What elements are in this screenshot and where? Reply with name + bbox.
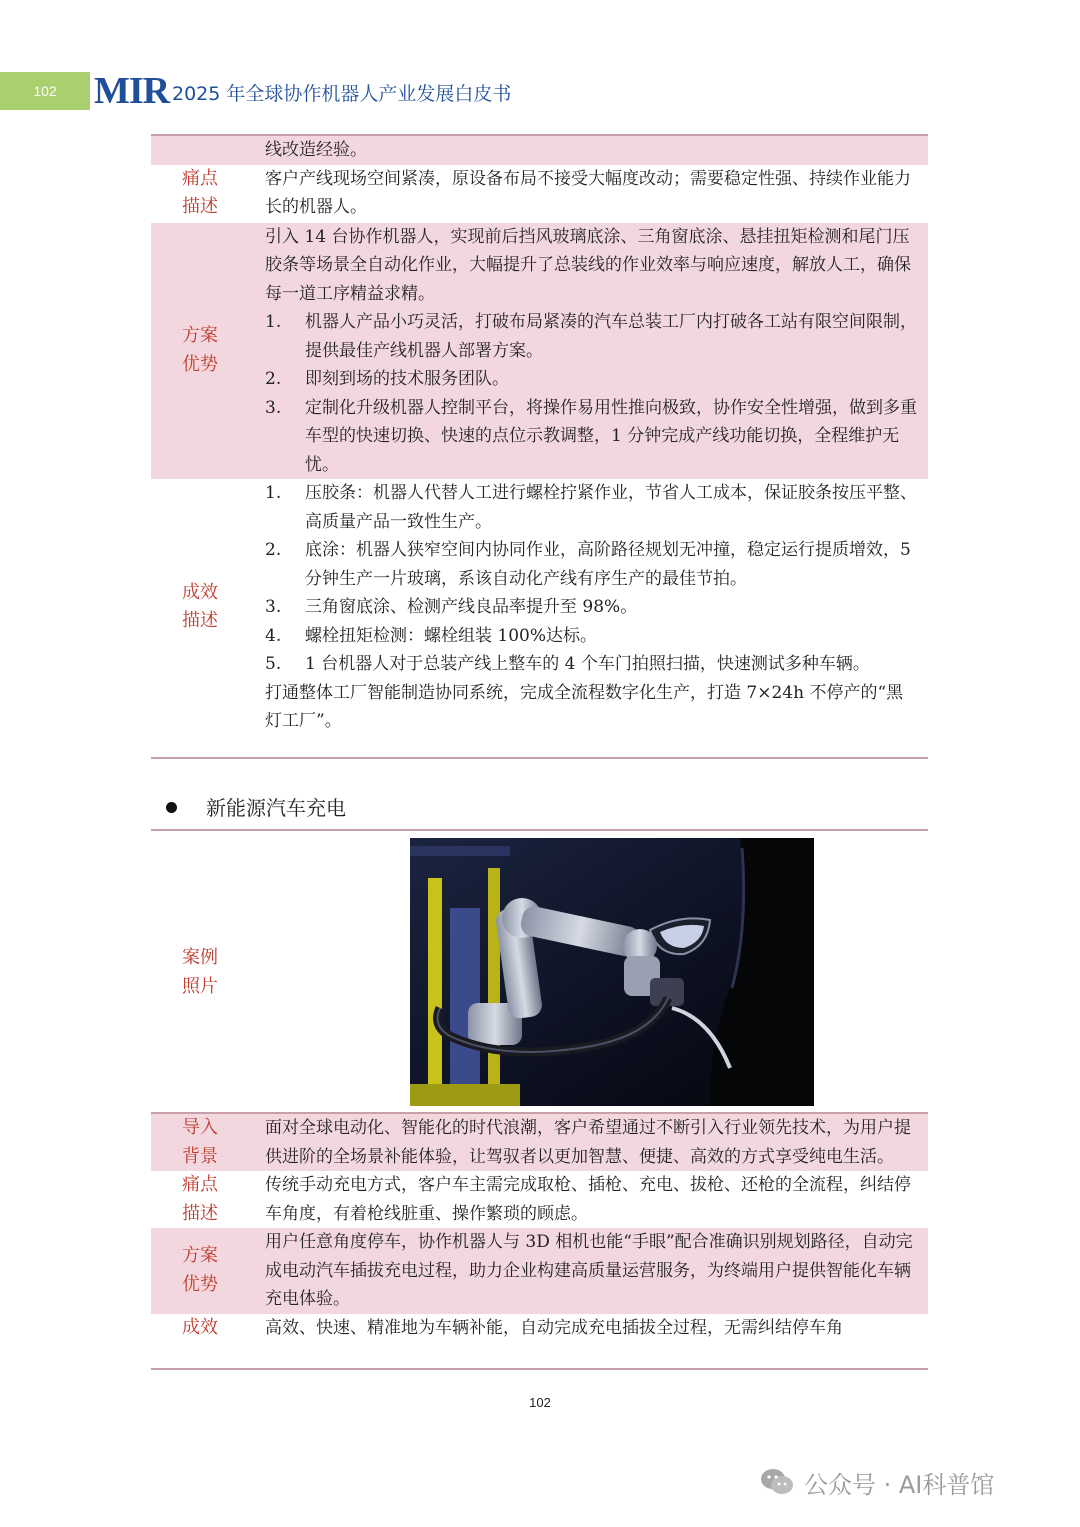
footer-page-number: 102 [529,1395,551,1410]
case2-table [151,1114,928,1342]
photo-label: 案例 照片 [182,947,218,997]
pain-text: 传统手动充电方式，客户车主需完成取枪、插枪、充电、拔枪、还枪的全流程，纠结停车角度，有着枪线脏重、操作繁琐的顾虑。 [249,1171,928,1228]
list-item: 2. 即刻到场的技术服务团队。 [265,369,509,389]
section-title: 新能源汽车充电 [206,796,346,820]
table-row [151,1314,928,1343]
solution-label: 方案 优势 [151,1228,249,1314]
table-bottom-rule [151,757,928,759]
case1-table [151,136,928,736]
results-content [249,479,928,736]
header-page-number: 102 [33,83,57,99]
solution-intro: 引入 14 台协作机器人，实现前后挡风玻璃底涂、三角窗底涂、悬挂扭矩检测和尾门压胶条等场景全自动化作业，大幅提升了总装线的作业效率与响应速度，解放人工，确保每一道工序精益求精。 [265,226,911,304]
table-row [151,479,928,736]
charging-robot-photo [410,838,814,1106]
table-row [151,1228,928,1314]
results-summary: 打通整体工厂智能制造协同系统，完成全流程数字化生产，打造 7×24h 不停产的“黑灯工厂”。 [265,682,904,731]
document-title: 2025 年全球协作机器人产业发展白皮书 [172,83,512,105]
background-text: 面对全球电动化、智能化的时代浪潮，客户希望通过不断引入行业领先技术，为用户提供进阶的全场景补能体验，让驾驭者以更加智慧、便捷、高效的方式享受纯电生活。 [249,1114,928,1171]
list-item: 1. 机器人产品小巧灵活，打破布局紧凑的汽车总装工厂内打破各工站有限空间限制，提供最佳产线机器人部署方案。 [265,312,917,361]
mir-logo: MIR [94,70,170,112]
solution-label: 方案 优势 [151,222,249,479]
watermark-text: 公众号 · AI科普馆 [804,1470,995,1499]
row-label [151,136,249,165]
solution-content [249,222,928,479]
wechat-icon [760,1467,794,1497]
list-item: 5. 1 台机器人对于总装产线上整车的 4 个车门拍照扫描，快速测试多种车辆。 [265,654,870,674]
table-row [151,136,928,165]
list-item: 3. 三角窗底涂、检测产线良品率提升至 98%。 [265,597,638,617]
list-item: 1. 压胶条：机器人代替人工进行螺栓拧紧作业，节省人工成本，保证胶条按压平整、高质量产品一致性生产。 [265,483,917,532]
list-item: 3. 定制化升级机器人控制平台，将操作易用性推向极致，协作安全性增强，做到多重车型的快速切换、快速的点位示教调整，1 分钟完成产线功能切换，全程维护无忧。 [265,397,917,475]
watermark [760,1462,994,1502]
pain-label: 痛点 描述 [151,165,249,223]
results-label: 成效 [151,1314,249,1343]
list-item: 4. 螺栓扭矩检测：螺栓组装 100%达标。 [265,625,598,646]
table-bottom-rule [151,1368,928,1370]
bullet-icon [166,802,177,813]
background-label: 导入 背景 [151,1114,249,1171]
solution-text: 用户任意角度停车，协作机器人与 3D 相机也能“手眼”配合准确识别规划路径，自动完成电动汽车插拔充电过程，助力企业构建高质量运营服务，为终端用户提供智能化车辆充电体验。 [249,1228,928,1314]
results-label: 成效 描述 [151,479,249,736]
table-row [151,222,928,479]
table-row [151,1114,928,1171]
table-row [151,1171,928,1228]
results-text: 高效、快速、精准地为车辆补能，自动完成充电插拔全过程，无需纠结停车角 [249,1314,928,1343]
list-item: 2. 底涂：机器人狭窄空间内协同作业，高阶路径规划无冲撞，稳定运行提质增效，5 分钟生产一片玻璃，系该自动化产线有序生产的最佳节拍。 [265,540,911,589]
pain-label: 痛点 描述 [151,1171,249,1228]
table-row [151,165,928,223]
pain-text: 客户产线现场空间紧凑，原设备布局不接受大幅度改动；需要稳定性强、持续作业能力长的机器人。 [249,165,928,223]
section-rule [151,829,928,831]
intro-tail-text: 线改造经验。 [249,136,928,165]
